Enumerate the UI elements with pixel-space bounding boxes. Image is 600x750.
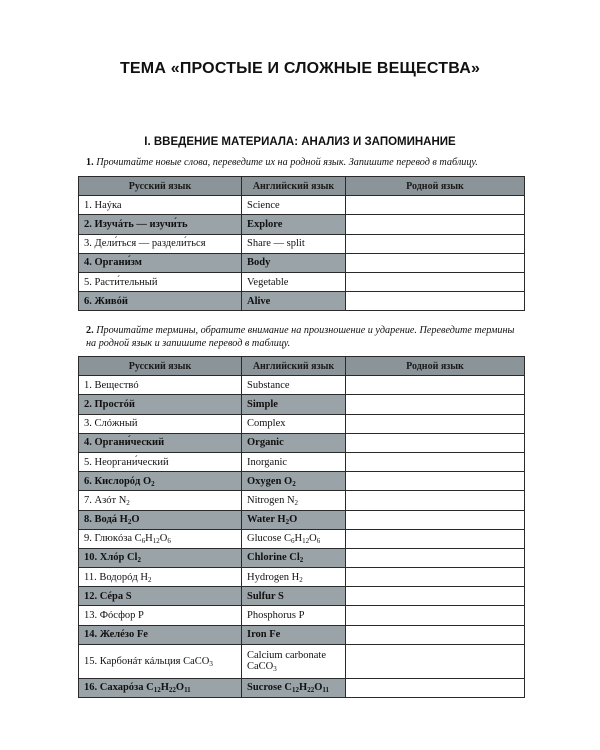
cell-russian: 2. Простóй	[79, 395, 242, 414]
task1-instruction	[86, 156, 526, 169]
cell-native-blank[interactable]	[346, 452, 525, 471]
cell-english: Science	[242, 196, 346, 215]
table-row	[79, 678, 525, 697]
cell-native-blank[interactable]	[346, 215, 525, 234]
table-row	[79, 376, 525, 395]
table-row	[79, 215, 525, 234]
table-header-row	[79, 177, 525, 196]
page-title: ТЕМА «ПРОСТЫЕ И СЛОЖНЫЕ ВЕЩЕСТВА»	[119, 60, 481, 77]
cell-russian: 13. Фóсфор P	[79, 606, 242, 625]
cell-native-blank[interactable]	[346, 414, 525, 433]
cell-russian: 1. Веществó	[79, 376, 242, 395]
cell-english: Share — split	[242, 234, 346, 253]
table-row	[79, 625, 525, 644]
table-row	[79, 433, 525, 452]
task2-text: Прочитайте термины, обратите внимание на произношение и ударение. Переведите термины на родной язык и запишите перевод в таблицу.	[86, 325, 515, 349]
cell-english: Substance	[242, 376, 346, 395]
cell-english: Calcium carbonate CaCO$_3$	[242, 644, 346, 678]
cell-russian: 4. Органи́зм	[79, 253, 242, 272]
cell-russian: 9. Глюкóза $C_6H_{12}O_6$	[79, 529, 242, 548]
table-row	[79, 395, 525, 414]
cell-native-blank[interactable]	[346, 234, 525, 253]
cell-russian: 5. Неоргани́ческий	[79, 452, 242, 471]
cell-english: Glucose $C_6H_{12}O_6$	[242, 529, 346, 548]
vocab-table-2	[78, 356, 525, 698]
cell-russian: 2. Изучáть — изучи́ть	[79, 215, 242, 234]
cell-native-blank[interactable]	[346, 253, 525, 272]
cell-native-blank[interactable]	[346, 196, 525, 215]
cell-english: Water $H_2O$	[242, 510, 346, 529]
cell-english: Hydrogen $H_2$	[242, 568, 346, 587]
cell-russian: 8. Водá $H_2O$	[79, 510, 242, 529]
table-row	[79, 644, 525, 678]
cell-english: Organic	[242, 433, 346, 452]
table2-body	[79, 376, 525, 698]
cell-english: Explore	[242, 215, 346, 234]
cell-native-blank[interactable]	[346, 587, 525, 606]
cell-russian: 4. Органи́ческий	[79, 433, 242, 452]
cell-english: Nitrogen $N_2$	[242, 491, 346, 510]
cell-native-blank[interactable]	[346, 644, 525, 678]
task2-number: 2.	[86, 325, 94, 336]
cell-russian: 6. Кислорóд $O_2$	[79, 472, 242, 491]
cell-native-blank[interactable]	[346, 678, 525, 697]
cell-russian: 6. Живóй	[79, 292, 242, 311]
section-title: I. ВВЕДЕНИЕ МАТЕРИАЛА: АНАЛИЗ И ЗАПОМИНАНИЕ	[144, 136, 456, 148]
cell-russian: 16. Сахарóза $C_{12}H_{22}O_{11}$	[79, 678, 242, 697]
cell-native-blank[interactable]	[346, 529, 525, 548]
cell-native-blank[interactable]	[346, 395, 525, 414]
cell-native-blank[interactable]	[346, 433, 525, 452]
table-row	[79, 548, 525, 567]
cell-english: Vegetable	[242, 272, 346, 291]
cell-native-blank[interactable]	[346, 376, 525, 395]
table-row	[79, 510, 525, 529]
table-row	[79, 196, 525, 215]
cell-native-blank[interactable]	[346, 491, 525, 510]
header-english: Английский язык	[242, 177, 346, 196]
cell-native-blank[interactable]	[346, 272, 525, 291]
cell-english: Alive	[242, 292, 346, 311]
task1-text: Прочитайте новые слова, переведите их на родной язык. Запишите перевод в таблицу.	[96, 157, 478, 168]
table-row	[79, 568, 525, 587]
vocab-table-1	[78, 176, 525, 311]
cell-english: Inorganic	[242, 452, 346, 471]
cell-native-blank[interactable]	[346, 510, 525, 529]
cell-russian: 1. Наýка	[79, 196, 242, 215]
cell-english: Iron Fe	[242, 625, 346, 644]
cell-russian: 12. Сéра S	[79, 587, 242, 606]
table-row	[79, 272, 525, 291]
table-row	[79, 606, 525, 625]
table-row	[79, 491, 525, 510]
task1-number: 1.	[86, 157, 94, 168]
table-row	[79, 587, 525, 606]
cell-english: Simple	[242, 395, 346, 414]
table-row	[79, 414, 525, 433]
header-native: Родной язык	[346, 357, 525, 376]
cell-english: Phosphorus P	[242, 606, 346, 625]
cell-russian: 5. Расти́тельный	[79, 272, 242, 291]
table-row	[79, 529, 525, 548]
cell-russian: 3. Дели́ться — раздели́ться	[79, 234, 242, 253]
cell-native-blank[interactable]	[346, 292, 525, 311]
cell-native-blank[interactable]	[346, 606, 525, 625]
header-english: Английский язык	[242, 357, 346, 376]
cell-native-blank[interactable]	[346, 548, 525, 567]
table-header-row	[79, 357, 525, 376]
cell-english: Sulfur S	[242, 587, 346, 606]
cell-russian: 7. Азóт $N_2$	[79, 491, 242, 510]
cell-english: Chlorine $Cl_2$	[242, 548, 346, 567]
table-row	[79, 253, 525, 272]
cell-english: Oxygen $O_2$	[242, 472, 346, 491]
cell-english: Sucrose $C_{12}H_{22}O_{11}$	[242, 678, 346, 697]
table-row	[79, 472, 525, 491]
table-row	[79, 234, 525, 253]
cell-english: Complex	[242, 414, 346, 433]
task2-instruction	[86, 324, 526, 350]
cell-russian: 3. Слóжный	[79, 414, 242, 433]
cell-native-blank[interactable]	[346, 625, 525, 644]
cell-english: Body	[242, 253, 346, 272]
cell-native-blank[interactable]	[346, 568, 525, 587]
table-row	[79, 292, 525, 311]
cell-russian: 11. Водорóд $H_2$	[79, 568, 242, 587]
cell-russian: 15. Карбонáт кáльция CaCO$_3$	[79, 644, 242, 678]
header-native: Родной язык	[346, 177, 525, 196]
cell-russian: 14. Желéзо Fe	[79, 625, 242, 644]
header-russian: Русский язык	[79, 177, 242, 196]
cell-native-blank[interactable]	[346, 472, 525, 491]
table1-body	[79, 196, 525, 311]
header-russian: Русский язык	[79, 357, 242, 376]
table-row	[79, 452, 525, 471]
cell-russian: 10. Хлóр $Cl_2$	[79, 548, 242, 567]
